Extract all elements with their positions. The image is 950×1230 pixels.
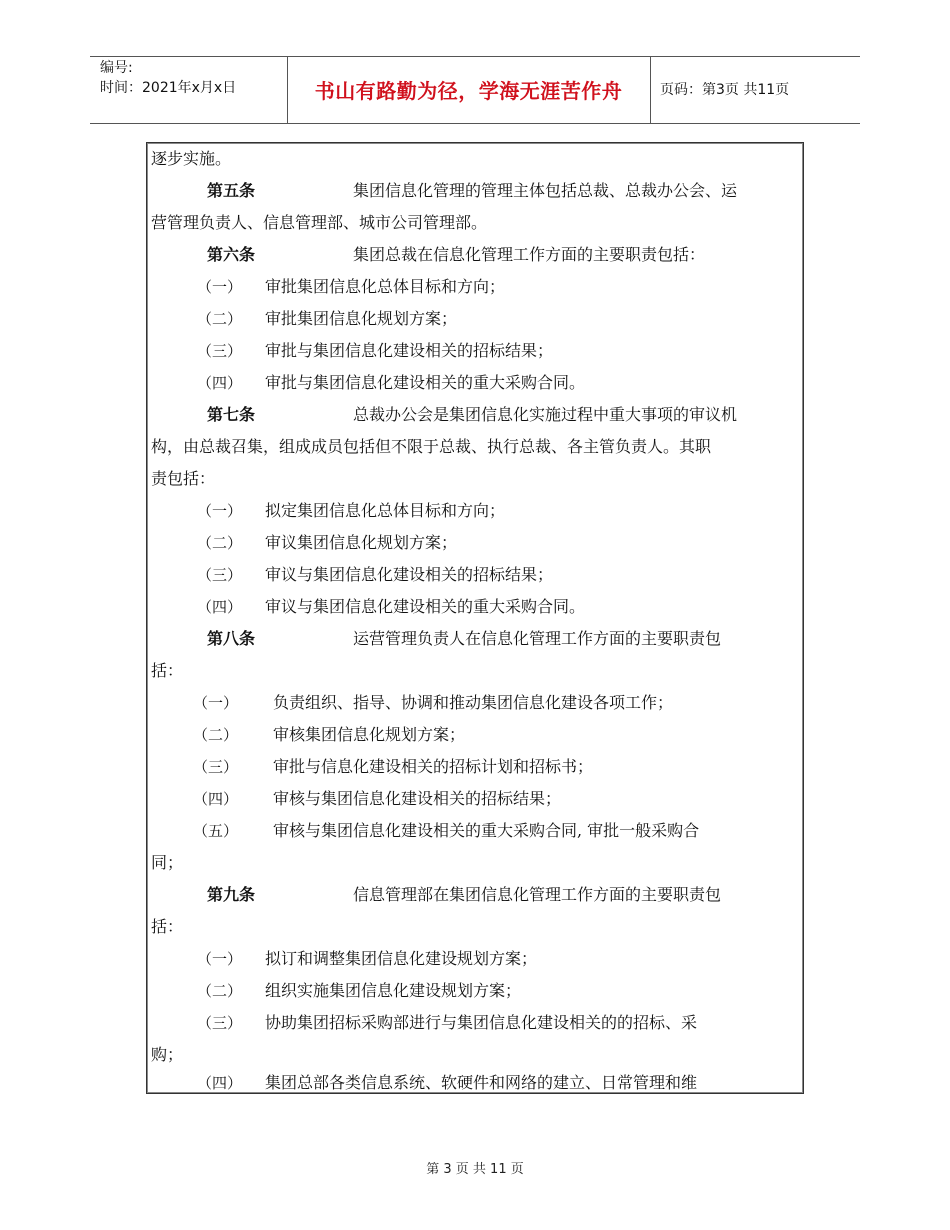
list-item: 审批集团信息化总体目标和方向； [265, 277, 506, 296]
list-item: 集团总部各类信息系统、软硬件和网络的建立、日常管理和维 [265, 1073, 698, 1092]
header-motto: 书山有路勤为径，学海无涯苦作舟 [314, 79, 623, 103]
article-title: 第八条 [207, 629, 256, 648]
item-number: （三） [197, 1014, 243, 1032]
item-number: （一） [197, 502, 243, 520]
paragraph-line: 构，由总裁召集，组成成员包括但不限于总裁、执行总裁、各主管负责人。其职 [151, 437, 712, 456]
item-number: （三） [197, 342, 243, 360]
list-item: 审核集团信息化规划方案； [273, 725, 466, 744]
item-number: （二） [197, 310, 243, 328]
item-number: （一） [193, 694, 239, 712]
paragraph-line: 运营管理负责人在信息化管理工作方面的主要职责包 [353, 629, 722, 648]
list-item: 拟定集团信息化总体目标和方向； [265, 501, 506, 520]
list-item: 审批与信息化建设相关的招标计划和招标书； [273, 757, 594, 776]
paragraph-line: 信息管理部在集团信息化管理工作方面的主要职责包 [353, 885, 722, 904]
article-title: 第五条 [207, 181, 256, 200]
list-item: 负责组织、指导、协调和推动集团信息化建设各项工作； [273, 693, 674, 712]
article-title: 第七条 [207, 405, 256, 424]
paragraph-line: 责包括： [151, 469, 216, 488]
paragraph-line: 括： [151, 661, 184, 680]
list-item: 审批与集团信息化建设相关的招标结果； [265, 341, 554, 360]
item-number: （二） [193, 726, 239, 744]
item-number: （四） [197, 598, 243, 616]
item-number: （一） [197, 278, 243, 296]
paragraph-line: 集团总裁在信息化管理工作方面的主要职责包括： [353, 245, 706, 264]
item-number: （四） [193, 790, 239, 808]
list-item: 审议与集团信息化建设相关的招标结果； [265, 565, 554, 584]
paragraph-line: 括： [151, 917, 184, 936]
item-number: （三） [193, 758, 239, 776]
list-item: 审批与集团信息化建设相关的重大采购合同。 [265, 373, 586, 392]
list-item: 协助集团招标采购部进行与集团信息化建设相关的的招标、采 [265, 1013, 698, 1032]
page-header [90, 56, 860, 124]
item-number: （五） [193, 822, 239, 840]
article-title: 第九条 [207, 885, 256, 904]
list-item: 拟订和调整集团信息化建设规划方案； [265, 949, 538, 968]
list-item: 审核与集团信息化建设相关的重大采购合同, 审批一般采购合 [273, 821, 700, 840]
paragraph-line: 逐步实施。 [151, 149, 232, 168]
article-title: 第六条 [207, 245, 256, 264]
item-number: （二） [197, 982, 243, 1000]
item-number: （三） [197, 566, 243, 584]
page-code: 页码：第3页 共11页 [660, 82, 790, 98]
item-number: （一） [197, 950, 243, 968]
list-item: 组织实施集团信息化建设规划方案； [265, 981, 522, 1000]
serial-label: 编号: [100, 60, 133, 76]
item-number: （四） [197, 374, 243, 392]
paragraph-line: 同； [151, 853, 184, 872]
paragraph-line: 营管理负责人、信息管理部、城市公司管理部。 [151, 213, 488, 232]
time-label: 时间：2021年x月x日 [100, 80, 237, 96]
paragraph-line: 购； [151, 1045, 184, 1064]
header-divider [650, 57, 651, 123]
item-number: （四） [197, 1074, 243, 1092]
paragraph-line: 总裁办公会是集团信息化实施过程中重大事项的审议机 [353, 405, 738, 424]
item-number: （二） [197, 534, 243, 552]
list-item: 审议与集团信息化建设相关的重大采购合同。 [265, 597, 586, 616]
list-item: 审议集团信息化规划方案； [265, 533, 458, 552]
list-item: 审批集团信息化规划方案； [265, 309, 458, 328]
list-item: 审核与集团信息化建设相关的招标结果； [273, 789, 562, 808]
paragraph-line: 集团信息化管理的管理主体包括总裁、总裁办公会、运 [353, 181, 738, 200]
content-box [146, 142, 804, 1094]
page-footer: 第 3 页 共 11 页 [426, 1162, 524, 1177]
